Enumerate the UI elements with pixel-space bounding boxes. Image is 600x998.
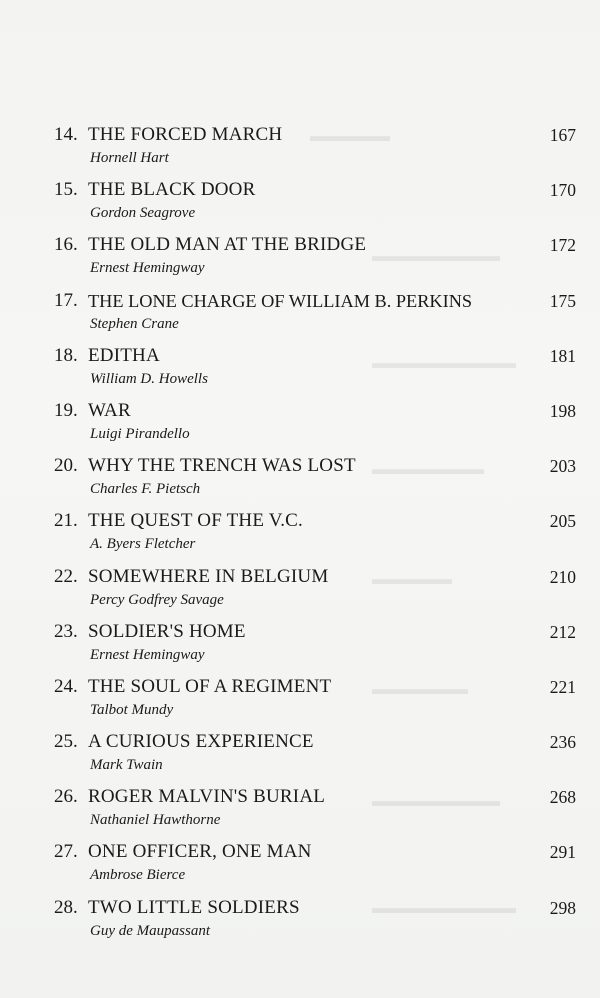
entry-number: 24. (54, 675, 78, 697)
show-through-text: ▬▬▬▬▬▬▬▬ (372, 793, 500, 810)
entry-number: 22. (54, 565, 78, 587)
entry-number: 18. (54, 344, 78, 366)
entry-number: 27. (54, 841, 78, 863)
table-of-contents (54, 123, 576, 951)
author-name: Percy Godfrey Savage (90, 591, 224, 608)
toc-entry (54, 344, 576, 399)
entry-number: 20. (54, 455, 78, 477)
page-number: 170 (549, 180, 576, 201)
entry-number: 15. (54, 179, 78, 201)
story-title: THE SOUL OF A REGIMENT (88, 675, 332, 697)
entry-number: 28. (54, 896, 78, 918)
author-name: Luigi Pirandello (90, 425, 190, 442)
page-number: 236 (549, 732, 576, 753)
show-through-text: ▬▬▬▬▬▬▬ (372, 461, 484, 478)
entry-number: 16. (54, 234, 78, 256)
author-name: Hornell Hart (90, 150, 169, 166)
story-title: THE QUEST OF THE V.C. (88, 510, 303, 532)
entry-number: 25. (54, 731, 78, 753)
toc-entry (54, 730, 576, 785)
page-number: 181 (549, 345, 576, 366)
page-number: 172 (549, 235, 576, 256)
toc-entry (54, 509, 576, 564)
page-number: 205 (549, 511, 576, 532)
toc-entry (54, 620, 576, 675)
page-number: 268 (549, 787, 576, 808)
page-number: 212 (549, 621, 576, 642)
entry-number: 17. (54, 289, 78, 311)
author-name: Nathaniel Hawthorne (90, 812, 221, 829)
toc-entry (54, 233, 576, 288)
page-number: 175 (549, 290, 576, 311)
entry-number: 26. (54, 786, 78, 808)
author-name: Ernest Hemingway (90, 646, 205, 663)
author-name: Mark Twain (90, 757, 163, 774)
page-number: 291 (549, 842, 576, 863)
story-title: SOMEWHERE IN BELGIUM (88, 565, 329, 587)
toc-entry (54, 896, 576, 951)
author-name: Guy de Maupassant (90, 922, 210, 939)
author-name: Ernest Hemingway (90, 260, 205, 277)
story-title: ONE OFFICER, ONE MAN (88, 841, 312, 863)
story-title: WHY THE TRENCH WAS LOST (88, 455, 356, 477)
author-name: Talbot Mundy (90, 701, 174, 718)
page-number: 221 (549, 676, 576, 697)
toc-entry (54, 675, 576, 730)
toc-entry (54, 123, 576, 178)
toc-entry (54, 565, 576, 620)
page-number: 198 (549, 400, 576, 421)
story-title: A CURIOUS EXPERIENCE (88, 731, 314, 753)
entry-number: 23. (54, 620, 78, 642)
show-through-text: ▬▬▬▬▬▬▬▬ (372, 248, 500, 265)
author-name: William D. Howells (90, 370, 208, 387)
author-name: Charles F. Pietsch (90, 481, 201, 498)
show-through-text: ▬▬▬▬▬▬▬▬▬ (372, 900, 516, 917)
show-through-text: ▬▬▬▬▬▬ (372, 681, 468, 698)
toc-entry (54, 840, 576, 895)
page-number: 298 (549, 897, 576, 918)
author-name: Ambrose Bierce (90, 867, 186, 884)
story-title: THE FORCED MARCH (88, 124, 283, 145)
show-through-text: ▬▬▬▬▬ (310, 128, 390, 145)
story-title: SOLDIER'S HOME (88, 620, 246, 642)
toc-entry (54, 289, 576, 344)
toc-entry (54, 178, 576, 233)
page-number: 210 (549, 566, 576, 587)
story-title: TWO LITTLE SOLDIERS (88, 896, 300, 918)
page-number: 203 (549, 456, 576, 477)
story-title: THE OLD MAN AT THE BRIDGE (88, 234, 367, 256)
entry-number: 14. (54, 124, 78, 145)
toc-entry (54, 399, 576, 454)
entry-number: 19. (54, 399, 78, 421)
story-title: THE BLACK DOOR (88, 179, 256, 201)
toc-entry (54, 785, 576, 840)
story-title: THE LONE CHARGE OF WILLIAM B. PERKINS (88, 290, 473, 311)
story-title: WAR (88, 399, 131, 421)
page-number: 167 (549, 125, 576, 145)
show-through-text: ▬▬▬▬▬▬▬▬▬ (372, 355, 516, 372)
toc-entry (54, 454, 576, 509)
show-through-text: ▬▬▬▬▬ (372, 571, 452, 588)
story-title: ROGER MALVIN'S BURIAL (88, 786, 326, 808)
entry-number: 21. (54, 510, 78, 532)
author-name: Stephen Crane (90, 315, 179, 332)
author-name: Gordon Seagrove (90, 205, 196, 222)
author-name: A. Byers Fletcher (90, 536, 196, 553)
story-title: EDITHA (88, 344, 160, 366)
